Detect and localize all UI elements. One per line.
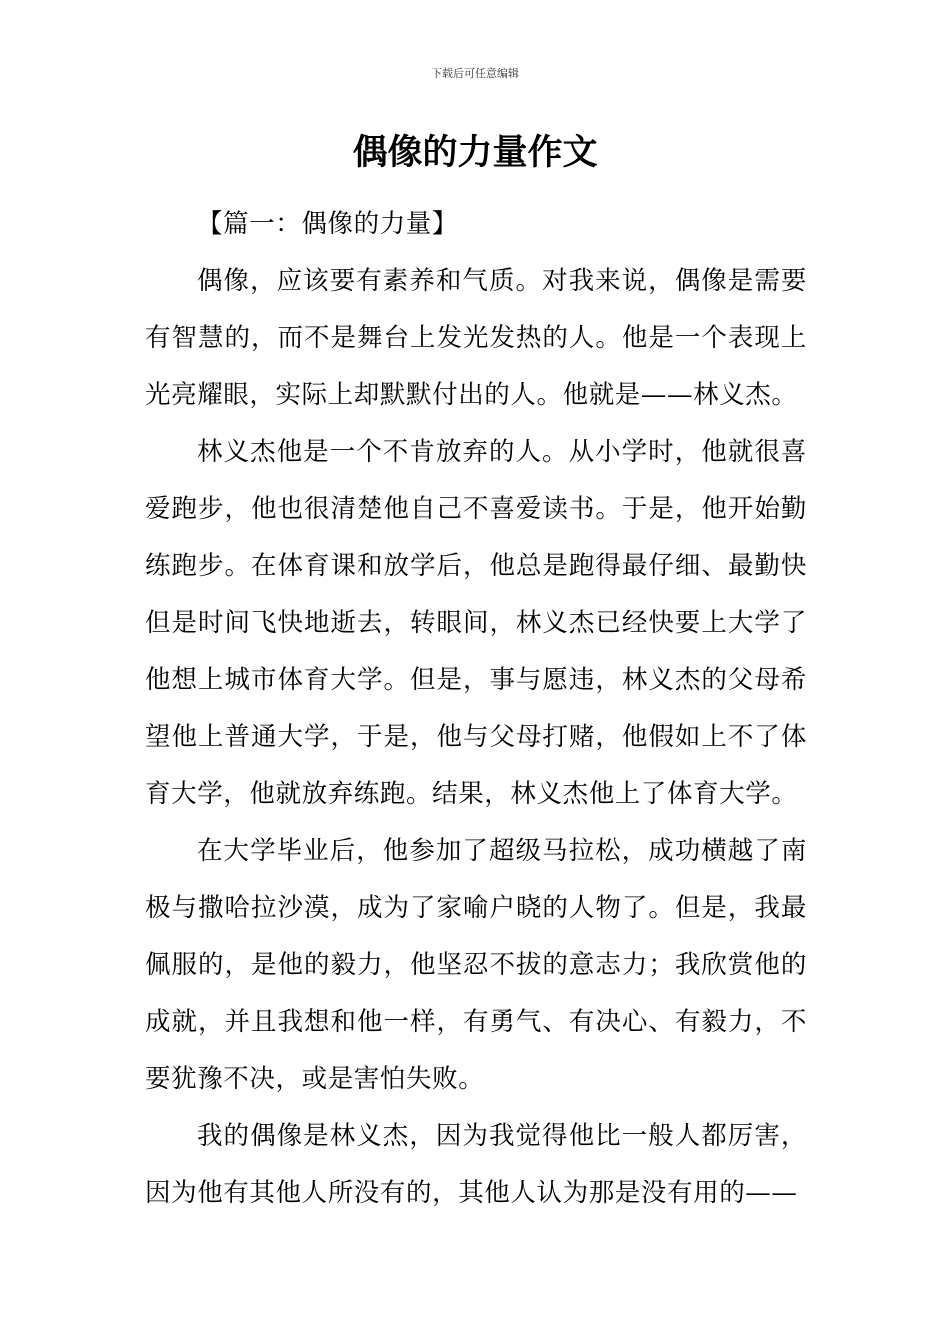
paragraph-3: 在大学毕业后，他参加了超级马拉松，成功横越了南极与撒哈拉沙漠，成为了家喻户晓的人物了。但是，我最佩服的，是他的毅力，他坚忍不拔的意志力；我欣赏他的成就，并且我想和他一样，有勇气、有决心、有毅力，不要犹豫不决，或是害怕失败。 — [145, 836, 807, 1094]
paragraph-1: 偶像，应该要有素养和气质。对我来说，偶像是需要有智慧的，而不是舞台上发光发热的人。他是一个表现上光亮耀眼，实际上却默默付出的人。他就是——林义杰。 — [145, 266, 807, 410]
document-title: 偶像的力量作文 — [352, 133, 598, 173]
paragraph-4: 我的偶像是林义杰，因为我觉得他比一般人都厉害，因为他有其他人所没有的，其他人认为那是没有用的—— — [145, 1121, 807, 1208]
document-body — [145, 196, 807, 1222]
section-heading: 【篇一：偶像的力量】 — [197, 209, 459, 239]
paragraph-2: 林义杰他是一个不肯放弃的人。从小学时，他就很喜爱跑步，他也很清楚他自己不喜爱读书。于是，他开始勤练跑步。在体育课和放学后，他总是跑得最仔细、最勤快但是时间飞快地逝去，转眼间，林义杰已经快要上大学了他想上城市体育大学。但是，事与愿违，林义杰的父母希望他上普通大学，于是，他与父母打赌，他假如上不了体育大学，他就放弃练跑。结果，林义杰他上了体育大学。 — [145, 437, 807, 809]
header-note: 下载后可任意编辑 — [431, 67, 519, 80]
